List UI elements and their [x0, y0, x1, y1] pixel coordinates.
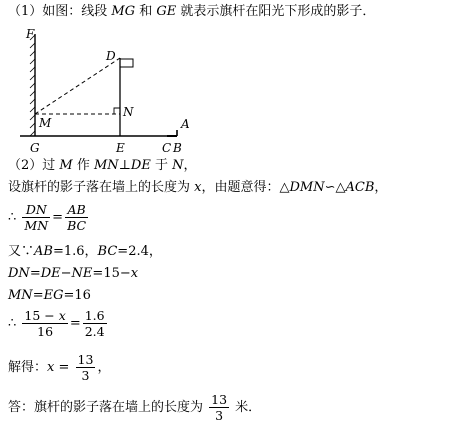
- label-n: N: [123, 105, 134, 119]
- fraction-13-over-3-answer: $\frac{13}{3}$: [211, 392, 228, 423]
- solution-line: 解得：x = $\frac{13}{3}$ ，: [8, 352, 111, 383]
- right-angle-mark-n: [114, 108, 120, 114]
- part2-construction: （2）过 M 作 MN⊥DE 于 N，: [8, 158, 197, 173]
- label-c: C: [162, 141, 172, 155]
- mn-expression: MN=EG=16: [8, 288, 91, 303]
- given-values: 又∵AB=1.6，BC=2.4，: [8, 244, 162, 259]
- fraction-15-minus-x-over-16: $\frac{15 - x}{16}$: [24, 308, 66, 339]
- figure-svg: [8, 26, 198, 156]
- sun-ray-md: [35, 58, 120, 114]
- label-a: A: [181, 117, 190, 131]
- proportion-equation: ∴ $\frac{15 - x}{16}$ = $\frac{1.6}{2.4}$: [8, 308, 105, 339]
- label-b: B: [173, 141, 182, 155]
- label-d: D: [106, 49, 116, 63]
- fraction-dn-mn: $\frac{DN}{MN}$: [24, 202, 49, 233]
- flag-shape: [120, 59, 133, 67]
- dn-expression: DN=DE−NE=15−x: [8, 266, 139, 281]
- segment-mg: MG: [111, 4, 136, 19]
- segment-ge: GE: [156, 4, 177, 19]
- answer-line: 答：旗杆的影子落在墙上的长度为 $\frac{13}{3}$ 米．: [8, 392, 262, 423]
- label-f: F: [26, 27, 35, 41]
- label-e: E: [116, 141, 125, 155]
- label-g: G: [30, 141, 40, 155]
- wall-hatch: [30, 35, 35, 136]
- fraction-ab-bc: $\frac{AB}{BC}$: [67, 202, 87, 233]
- fraction-13-over-3-solve: $\frac{13}{3}$: [77, 352, 94, 383]
- part2-similarity: 设旗杆的影子落在墙上的长度为 x，由题意得：△DMN∽△ACB，: [8, 180, 388, 195]
- part1-statement: （1）如图：线段 MG 和 GE 就表示旗杆在阳光下形成的影子．: [8, 4, 376, 19]
- ratio-equation: ∴ $\frac{DN}{MN}$ = $\frac{AB}{BC}$: [8, 202, 87, 233]
- geometry-figure: [8, 26, 198, 156]
- fraction-1.6-over-2.4: $\frac{1.6}{2.4}$: [84, 308, 105, 339]
- label-m: M: [39, 116, 52, 130]
